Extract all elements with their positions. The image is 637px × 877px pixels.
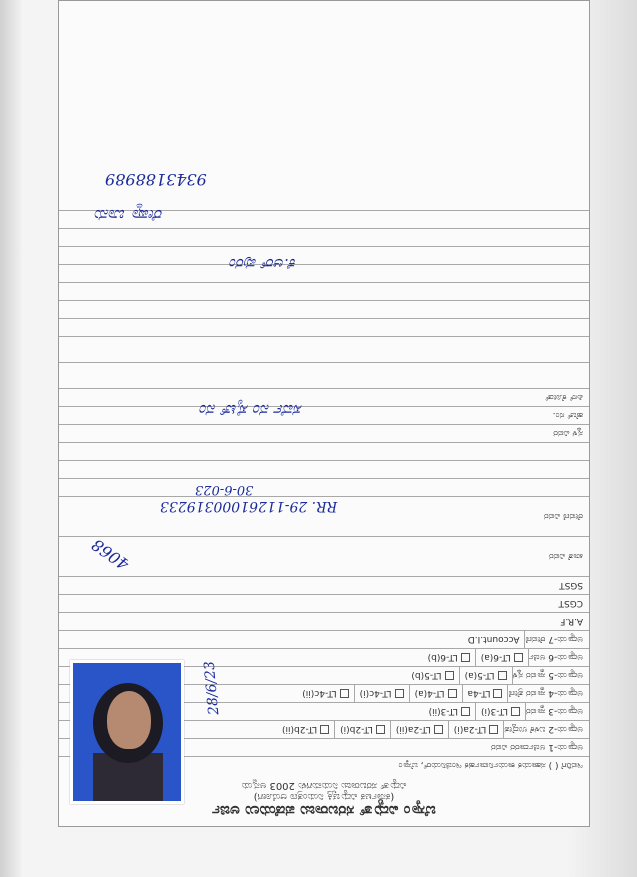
row-label: ಅಧ್ಯಾಯ-6 ಅರ್ಜಿ <box>528 652 583 663</box>
scan-left-edge <box>0 0 22 877</box>
tariff-option[interactable]: LT-4c(i) <box>355 685 410 702</box>
row-label: ಖಾತೆ ವಿವರ <box>548 551 583 562</box>
tariff-option[interactable]: LT-4c(ii) <box>297 685 354 702</box>
handwritten-receipt-date: 30-6-023 <box>195 482 254 497</box>
row-label: ಸ್ಥಳ ವಿವರ <box>553 428 583 439</box>
form-row <box>59 264 589 282</box>
form-row <box>59 406 589 424</box>
form-row <box>59 460 589 478</box>
handwritten-amount: 4068 <box>88 535 133 574</box>
row-label: ಅಧ್ಯಾಯ-4 ಸ್ಥಾವರ ಶ್ರೇಣಿ <box>508 688 583 699</box>
tariff-option[interactable]: LT-6(b) <box>423 649 476 666</box>
form-row <box>59 576 589 594</box>
form-note: ವಿದ್ಯುತ್ ಸರಬರಾಜು ನಿಯಮಗಳು 2003 ಅನ್ವಯ <box>241 780 407 791</box>
handwritten-receipt: RR. 29-11261000319233 <box>160 498 338 514</box>
form-row <box>59 228 589 246</box>
handwritten-phone: 9343188989 <box>105 170 207 189</box>
tariff-option[interactable]: LT-4a <box>463 685 509 702</box>
tariff-option[interactable]: LT-3(i) <box>476 703 526 720</box>
form-row <box>59 536 589 576</box>
row-label: ಅಧ್ಯಾಯ-3 ಸ್ಥಾವರ <box>525 706 583 717</box>
tariff-option[interactable]: LT-2a(i) <box>449 721 504 738</box>
form-row <box>59 594 589 612</box>
tariff-option[interactable]: LT-6(a) <box>476 649 529 666</box>
form-title: ಬೆಸ್ಕಾಂ ವಿದ್ಯುತ್ ಸರಬರಾಜು ಪಡೆಯಲು ಅರ್ಜಿ <box>212 802 436 820</box>
form-row <box>59 336 589 362</box>
sgst-label: SGST <box>559 580 583 591</box>
row-label: ಅಧ್ಯಾಯ-5 ಸ್ಥಾವರ ಸ್ಥಳ <box>512 670 583 681</box>
row-label: ಅಧ್ಯಾಯ-2 ಬಳಕೆ ಉದ್ದೇಶ <box>504 724 583 735</box>
account-id-label: Account.I.D <box>463 631 526 648</box>
tariff-option[interactable]: LT-2a(ii) <box>391 721 449 738</box>
form-row <box>59 246 589 264</box>
tariff-option[interactable]: LT-5(a) <box>460 667 513 684</box>
tariff-option[interactable]: LT-2b(ii) <box>277 721 335 738</box>
row-label: ಠೇವಣಿ ವಿವರ <box>543 511 583 522</box>
form-row <box>59 478 589 496</box>
form-row <box>59 282 589 300</box>
handwritten-address: ಸರ್ವೆ ನಂ ಸೈಟ್ ನಂ <box>200 401 303 420</box>
cgst-label: CGST <box>558 598 583 609</box>
pin-label: ಪಿನ್ ಕೋಡ್ <box>545 392 583 403</box>
form-row <box>59 318 589 336</box>
handwritten-date: 28/6/23 <box>201 660 223 716</box>
handwritten-place: ಕೆ.ಆರ್ ಪುರಂ <box>230 255 297 273</box>
hno-label: ಹೆಚ್ ನಂ. <box>552 410 583 421</box>
form-row <box>59 442 589 460</box>
row-label: ಅಧ್ಯಾಯ-1 ಅರ್ಜಿದಾರರ ವಿವರ <box>491 742 583 753</box>
arf-label: A.R.F <box>560 616 583 627</box>
tariff-option[interactable]: LT-4(a) <box>410 685 463 702</box>
tariff-option[interactable]: LT-5(b) <box>406 667 459 684</box>
form-row <box>59 300 589 318</box>
form-row <box>59 424 589 442</box>
applicant-photo <box>70 660 184 804</box>
form-row <box>59 362 589 388</box>
form-row <box>59 388 589 406</box>
form-row <box>59 630 589 648</box>
row-label: ಇವರಿಗೆ ( ) ಸಹಾಯಕ ಕಾರ್ಯನಿರ್ವಾಹಕ ಇಂಜಿನಿಯರ್, ಬೆಸ್ಕಾಂ <box>398 760 583 771</box>
tariff-option[interactable]: LT-2b(i) <box>335 721 391 738</box>
form-subtitle: (ಕರ್ನಾಟಕ ವಿದ್ಯುಚ್ಛಕ್ತಿ ನಿಯಂತ್ರಣ ಆಯೋಗ) <box>253 791 395 802</box>
tariff-option[interactable]: LT-3(ii) <box>424 703 476 720</box>
row-label: ಅಧ್ಯಾಯ-7 ಠೇವಣಿ <box>525 634 583 645</box>
form-row <box>59 612 589 630</box>
handwritten-name: ರೇಷ್ಮಾ ಬಾನು <box>95 206 164 225</box>
